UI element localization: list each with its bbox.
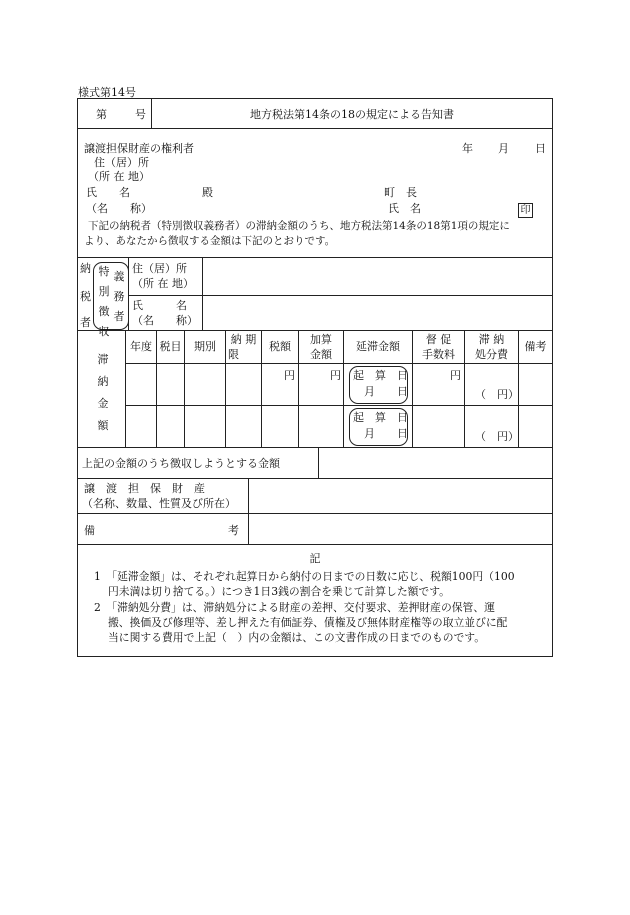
taxpayer-nou: 納	[80, 262, 91, 275]
recipient-name-alt-label: （名 称）	[86, 202, 152, 215]
col-dunning-2: 手数料	[422, 348, 455, 361]
taxpayer-name-label: 氏 名	[132, 299, 187, 312]
col-due-2: 限	[228, 348, 239, 361]
taxpayer-address-label: 住（居）所	[132, 262, 187, 275]
col-disposal-2: 処分費	[475, 348, 508, 361]
additional-yen: 円	[330, 369, 341, 382]
notes-heading: 記	[309, 552, 321, 565]
kisan-date-2: 月 日	[364, 427, 408, 440]
issuer-title: 町 長	[384, 186, 417, 199]
date-day: 日	[535, 142, 546, 155]
document-title: 地方税法第14条の18の規定による告知書	[250, 108, 454, 121]
note-1-line1: 1 「延滞金額」は、それぞれ起算日から納付の日までの日数に応じ、税額100円（100	[94, 570, 515, 583]
note-1-line2: 円未満は切り捨てる。）につき1日3銭の割合を乗じて計算した額です。	[108, 585, 450, 598]
kisan-date-1: 月 日	[364, 385, 408, 398]
recipient-location-label: （所 在 地）	[88, 170, 150, 183]
property-label-1: 譲 渡 担 保 財 産	[84, 482, 205, 495]
number-suffix: 号	[135, 108, 146, 121]
intro-text-line1: 下記の納税者（特別徴収義務者）の滞納金額のうち、地方税法第14条の18第1項の規定に	[88, 220, 510, 232]
date-month: 月	[498, 142, 509, 155]
form-id: 様式第14号	[78, 86, 136, 99]
amount-yen: 円	[284, 369, 295, 382]
note-2-line1: 2 「滞納処分費」は、滞納処分による財産の差押、交付要求、差押財産の保管、運	[94, 601, 495, 614]
collect-label: 上記の金額のうち徴収しようとする金額	[82, 457, 280, 470]
col-remarks: 備考	[524, 340, 547, 353]
number-prefix: 第	[96, 108, 107, 121]
property-label-2: （名称、数量、性質及び所在）	[82, 497, 236, 510]
col-additional-2: 金額	[310, 348, 332, 361]
col-amount: 税額	[269, 340, 291, 353]
date-year: 年	[462, 142, 473, 155]
honorific-dono: 殿	[202, 186, 213, 199]
taxpayer-zei: 税	[80, 290, 91, 303]
disposal-paren-1: （ 円）	[475, 388, 519, 401]
col-period: 期別	[194, 340, 216, 353]
taxpayer-location-label: （所 在 地）	[132, 277, 194, 290]
col-dunning-1: 督 促	[425, 333, 452, 346]
col-year: 年度	[130, 340, 152, 353]
seal-mark: 印	[518, 203, 533, 218]
col-delinquency: 延滞金額	[356, 340, 400, 353]
intro-text-line2: より、あなたから徴収する金額は下記のとおりです。	[84, 235, 336, 247]
notice-form	[77, 98, 553, 657]
issuer-name-label: 氏 名	[388, 202, 421, 215]
kisan-label-1: 起 算 日	[353, 369, 408, 382]
taxpayer-sha: 者	[80, 316, 91, 329]
recipient-name-label: 氏 名	[86, 186, 130, 199]
recipient-role: 譲渡担保財産の権利者	[84, 142, 194, 155]
kisan-label-2: 起 算 日	[353, 411, 408, 424]
remarks-kou: 考	[228, 524, 239, 537]
note-2-line2: 搬、換価及び修理等、差し押えた有価証券、債権及び無体財産権等の取立並びに配	[108, 616, 508, 629]
arrears-side-label: 滞 納 金 額	[97, 353, 109, 432]
col-due-1: 納 期	[230, 333, 257, 346]
dunning-yen: 円	[450, 369, 461, 382]
recipient-address-label: 住（居）所	[94, 156, 149, 169]
taxpayer-col2: 義 務 者	[113, 270, 125, 323]
col-additional-1: 加算	[310, 333, 332, 346]
remarks-bi: 備	[84, 524, 95, 537]
taxpayer-col1: 特 別 徴 収	[98, 265, 110, 338]
disposal-paren-2: （ 円）	[475, 430, 519, 443]
col-disposal-1: 滞 納	[478, 333, 505, 346]
col-tax: 税目	[159, 340, 182, 353]
taxpayer-name-alt-label: （名 称）	[132, 314, 198, 327]
note-2-line3: 当に関する費用で上記（ ）内の金額は、この文書作成の日までのものです。	[108, 631, 486, 644]
